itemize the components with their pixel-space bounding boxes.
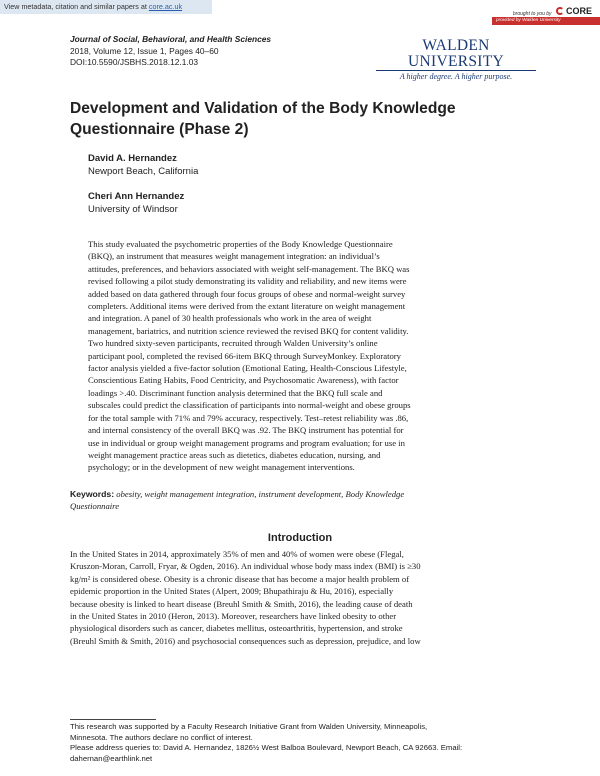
body-line: kg/m² is considered obese. Obesity is a chronic disease that has become a major health problem of — [70, 573, 410, 584]
abstract-line: weight management practice areas such as dietetics, diabetes education, nursing, and — [88, 449, 381, 460]
walden-logo-tagline: A higher degree. A higher purpose. — [399, 72, 513, 81]
journal-doi: DOI:10.5590/JSBHS.2018.12.1.03 — [70, 57, 199, 67]
provided-by-bar: provided by Walden University — [492, 17, 600, 25]
author-affiliation: University of Windsor — [88, 204, 178, 215]
body-line: Kruszon-Moran, Carroll, Fryar, & Ogden, 2016). An individual whose body mass index (BMI) is ≥30 — [70, 561, 421, 572]
author-block-2 — [88, 190, 184, 216]
body-line: physiological disorders such as cancer, diabetes mellitus, osteoarthritis, hypertension, and stroke — [70, 623, 403, 634]
abstract-line: use in individual or group weight management programs and program evaluation; for use in — [88, 437, 405, 448]
abstract-line: factor analysis yielded a five-factor solution (Emotional Eating, Health-Conscious Lifestyle, — [88, 363, 407, 374]
abstract-line: and integration. A panel of 30 health professionals who work in the area of weight — [88, 313, 372, 324]
keywords — [70, 488, 520, 513]
walden-logo — [376, 38, 536, 82]
brought-by-text: brought to you by — [512, 11, 552, 17]
abstract-line: and internal consistency of the overall BKQ was .92. The BKQ instrument has potential for — [88, 425, 404, 436]
keywords-values-cont: Questionnaire — [70, 501, 120, 512]
footnote-line: This research was supported by a Faculty Research Initiative Grant from Walden University, Minneapolis, — [70, 722, 428, 731]
author-name: David A. Hernandez — [88, 153, 177, 164]
metadata-banner — [0, 0, 212, 14]
footnote-divider — [70, 719, 156, 720]
body-line: In the United States in 2014, approximately 35% of men and 40% of women were obese (Flegal, — [70, 549, 404, 559]
abstract-line: for the total sample with 71% and 79% accuracy, respectively. Test–retest reliability was .86, — [88, 412, 409, 423]
footnote-line: Please address queries to: David A. Hernandez, 1826½ West Balboa Boulevard, Newport Beach, CA 92663. Email: — [70, 743, 463, 753]
footnote — [70, 722, 540, 764]
author-block-1 — [88, 152, 198, 178]
title-line: Questionnaire (Phase 2) — [70, 121, 249, 138]
abstract-line: participant pool, completed the revised 66-item BKQ through SurveyMonkey. Exploratory — [88, 350, 401, 361]
author-name: Cheri Ann Hernandez — [88, 191, 185, 202]
section-heading-introduction: Introduction — [267, 532, 333, 544]
keywords-label: Keywords: — [70, 489, 115, 499]
abstract-line: attitudes, preferences, and behaviors associated with weight self-management. The BKQ was — [88, 263, 410, 274]
abstract-line: Two hundred sixty-seven participants, recruited through Walden University’s online — [88, 338, 378, 349]
body-line: epidemic proportion in the United States (Alpert, 2009; Bhupathiraju & Hu, 2016), especially — [70, 586, 394, 597]
abstract-line: loadings >.40. Discriminant function analysis determined that the BKQ full scale and — [88, 387, 383, 398]
core-logo-icon — [556, 7, 564, 15]
abstract-line: This study evaluated the psychometric properties of the Body Knowledge Questionnaire — [88, 239, 393, 249]
metadata-text: View metadata, citation and similar papers at — [4, 2, 149, 11]
footnote-line: Minnesota. The authors declare no conflict of interest. — [70, 732, 253, 742]
journal-name: Journal of Social, Behavioral, and Health Sciences — [70, 34, 272, 44]
abstract-line: (BKQ), an instrument that measures weight management integration: an individual’s — [88, 251, 380, 262]
core-badge[interactable] — [452, 2, 592, 24]
title-line: Development and Validation of the Body Knowledge — [70, 100, 456, 117]
core-link[interactable]: core.ac.uk — [148, 2, 183, 11]
introduction-body — [70, 548, 530, 647]
abstract-line: revised following a pilot study demonstrating its validity and reliability, and new items were — [88, 276, 407, 287]
paper-title — [70, 98, 530, 140]
journal-volume: 2018, Volume 12, Issue 1, Pages 40–60 — [70, 45, 219, 56]
journal-info — [70, 34, 340, 69]
footnote-line: dahernan@earthlink.net — [70, 753, 153, 763]
author-affiliation: Newport Beach, California — [88, 166, 199, 177]
body-line: (Breuhl Smith & Smith, 2016) and psychosocial consequences such as depression, prejudice, and low — [70, 635, 421, 646]
abstract-line: completers. Additional items were derived from the extant literature on weight management — [88, 301, 406, 312]
body-line: because obesity is linked to heart disease (Breuhl Smith & Smith, 2016), the leading cause of death — [70, 598, 413, 609]
abstract-line: psychology; or in the development of new weight management interventions. — [88, 462, 355, 473]
core-logo-text: CORE — [565, 5, 592, 16]
walden-logo-name: WALDEN UNIVERSITY — [376, 38, 536, 71]
keywords-values: obesity, weight management integration, instrument development, Body Knowledge — [114, 489, 405, 499]
body-line: in the United States in 2010 (Heron, 2013). Moreover, researchers have linked obesity to other — [70, 611, 397, 622]
abstract — [88, 238, 516, 474]
abstract-line: management, bariatrics, and nutrition science reviewed the revised BKQ for content validity. — [88, 325, 409, 336]
abstract-line: added based on data gathered through four focus groups of obese and normal-weight survey — [88, 288, 406, 299]
abstract-line: subscales could predict the classification of participants into normal-weight and obese groups — [88, 400, 411, 411]
abstract-line: Conscientious Eating Habits, Food Centricity, and Psychosomatic Awareness), with factor — [88, 375, 399, 386]
